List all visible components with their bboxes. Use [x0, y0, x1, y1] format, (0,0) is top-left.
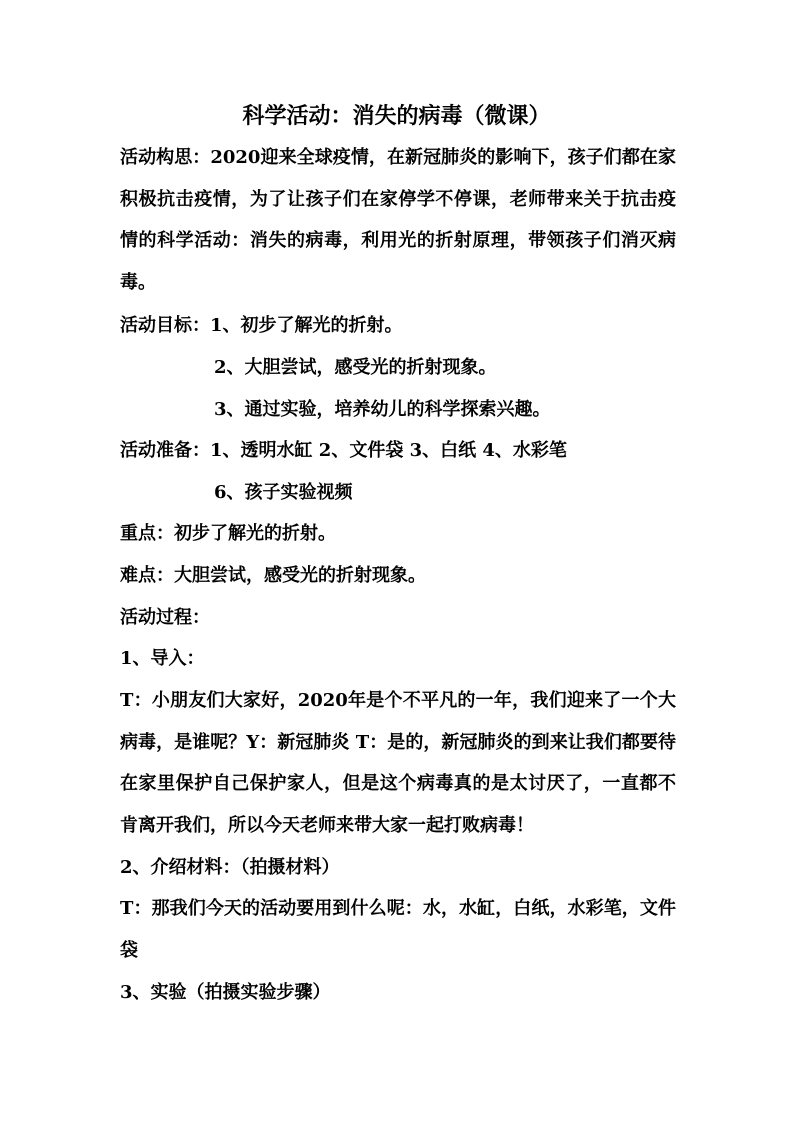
preparation-line-2: 6、孩子实验视频: [214, 482, 353, 503]
step3-heading: 3、实验（拍摄实验步骤）: [120, 982, 331, 1003]
concept-paragraph: 活动构思：2020迎来全球疫情，在新冠肺炎的影响下，孩子们都在家积极抗击疫情，为了让孩子们在家停学不停课，老师带来关于抗击疫情的科学活动：消失的病毒，利用光的折射原理，带领孩子们消灭病毒。: [120, 147, 676, 293]
difficulty: 难点：大胆尝试，感受光的折射现象。: [120, 565, 426, 586]
document-title: 科学活动：消失的病毒（微课）: [242, 103, 551, 129]
preparation-line-1: 活动准备：1、透明水缸 2、文件袋 3、白纸 4、水彩笔: [120, 440, 567, 461]
step1-paragraph: T：小朋友们大家好，2020年是个不平凡的一年，我们迎来了一个大病毒，是谁呢？Y：新冠肺炎 T：是的，新冠肺炎的到来让我们都要待在家里保护自己保护家人，但是这个病毒真的是太讨厌了，一直都不肯离开我们，所以今天老师来带大家一起打败病毒！: [120, 690, 676, 836]
goals-line-3: 3、通过实验，培养幼儿的科学探索兴趣。: [214, 399, 551, 420]
goals-line-1: 活动目标：1、初步了解光的折射。: [120, 315, 403, 336]
step1-heading: 1、导入：: [120, 648, 205, 669]
process-heading: 活动过程：: [120, 607, 210, 628]
goals-line-2: 2、大胆尝试，感受光的折射现象。: [214, 357, 497, 378]
key-point: 重点：初步了解光的折射。: [120, 523, 336, 544]
step2-paragraph: T：那我们今天的活动要用到什么呢：水，水缸，白纸，水彩笔，文件袋: [120, 898, 676, 961]
step2-heading: 2、介绍材料：（拍摄材料）: [120, 857, 340, 878]
